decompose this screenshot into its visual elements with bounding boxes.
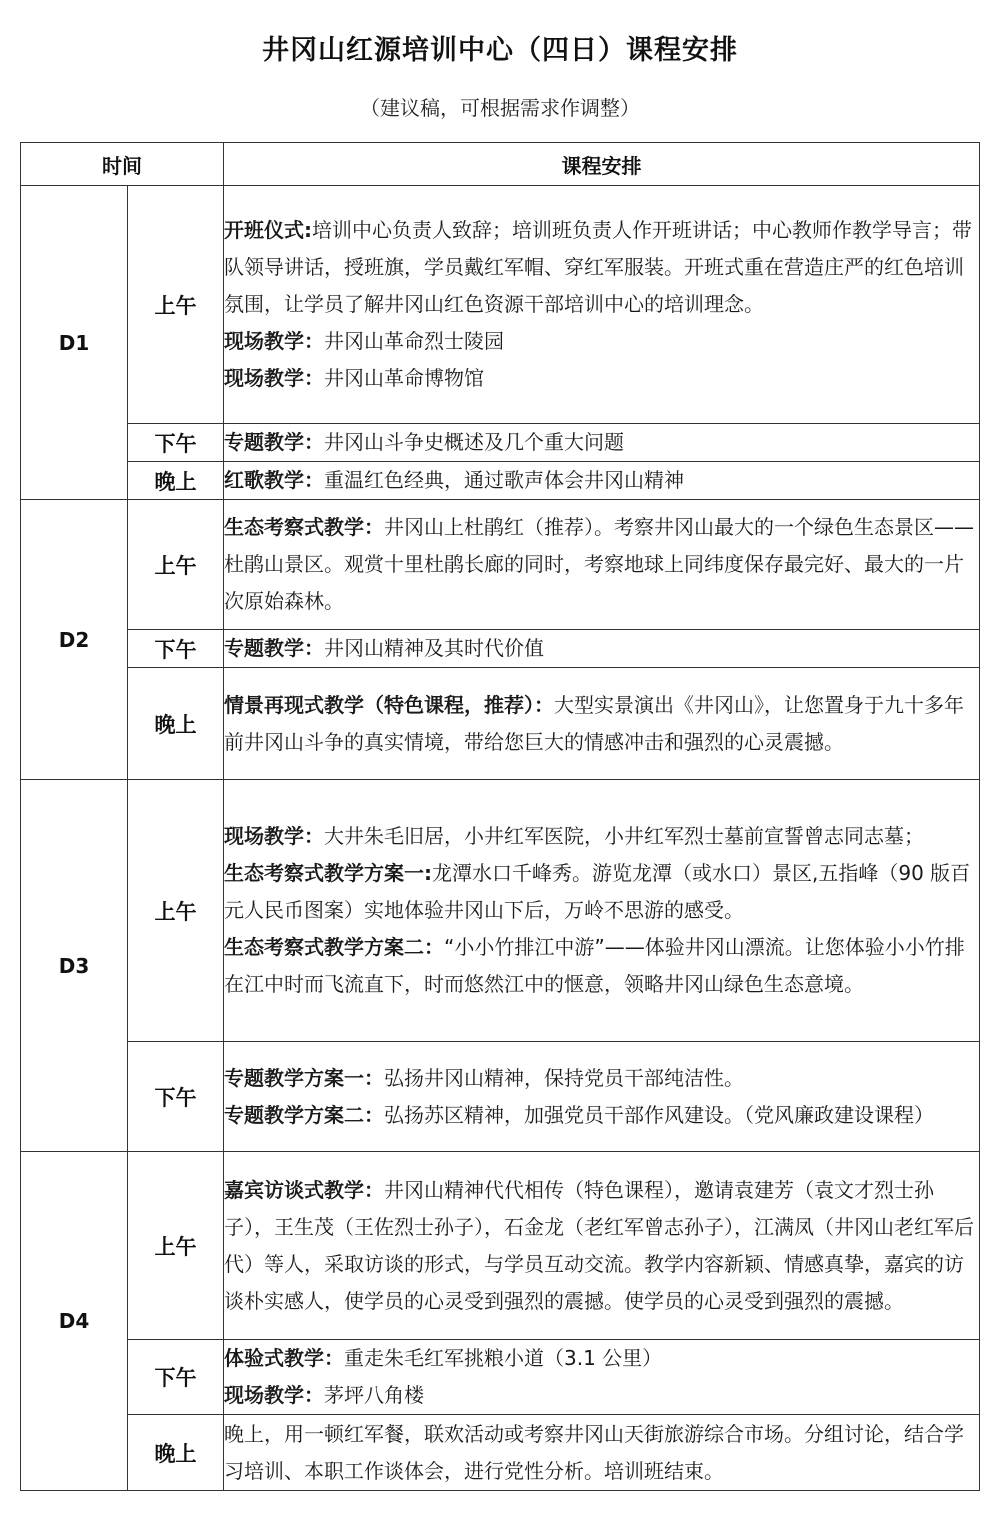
period-label: 下午 [128, 1340, 224, 1415]
item-text: “小小竹排江中游”——体验井冈山漂流。让您体验小小竹排在江中时而飞流直下，时而悠然江中的惬意，领略井冈山绿色生态意境。 [224, 935, 965, 996]
schedule-content [224, 1152, 980, 1340]
item-lead: 生态考察式教学方案二： [224, 935, 444, 959]
item-text: 井冈山革命博物馆 [324, 366, 484, 390]
schedule-item [224, 1416, 979, 1490]
table-row [21, 668, 980, 780]
item-text: 井冈山革命烈士陵园 [324, 329, 504, 353]
table-row [21, 1042, 980, 1152]
schedule-item [224, 1340, 979, 1377]
item-lead: 现场教学： [224, 1383, 324, 1407]
day-label: D1 [21, 186, 128, 500]
item-lead: 情景再现式教学（特色课程，推荐）： [224, 692, 554, 717]
period-label: 上午 [128, 780, 224, 1042]
item-lead: 现场教学： [224, 366, 324, 390]
schedule-content [224, 500, 980, 630]
schedule-item [224, 1097, 979, 1134]
table-row [21, 462, 980, 500]
item-lead: 生态考察式教学方案一: [224, 861, 432, 885]
period-label: 晚上 [128, 462, 224, 500]
day-label: D4 [21, 1152, 128, 1491]
table-row [21, 424, 980, 462]
item-text: 井冈山斗争史概述及几个重大问题 [324, 430, 624, 454]
schedule-content [224, 424, 980, 462]
item-lead: 体验式教学： [224, 1346, 344, 1370]
schedule-item [224, 1060, 979, 1097]
schedule-item [224, 424, 979, 461]
schedule-content [224, 462, 980, 500]
period-label: 下午 [128, 1042, 224, 1152]
table-header-row [21, 143, 980, 186]
table-row [21, 1152, 980, 1340]
schedule-item [224, 1172, 979, 1320]
table-row [21, 630, 980, 668]
schedule-content [224, 780, 980, 1042]
item-lead: 现场教学： [224, 329, 324, 353]
page-title: 井冈山红源培训中心（四日）课程安排 [262, 35, 738, 66]
schedule-table [20, 142, 980, 1491]
item-text: 培训中心负责人致辞；培训班负责人作开班讲话；中心教师作教学导言；带队领导讲话，授班旗，学员戴红军帽、穿红军服装。开班式重在营造庄严的红色培训氛围，让学员了解井冈山红色资源干部培训中心的培训理念。 [224, 218, 972, 316]
period-label: 晚上 [128, 1415, 224, 1491]
day-label: D3 [21, 780, 128, 1152]
day-label: D2 [21, 500, 128, 780]
item-text: 茅坪八角楼 [324, 1383, 424, 1407]
item-lead: 专题教学方案一： [224, 1065, 384, 1090]
item-text: 重温红色经典，通过歌声体会井冈山精神 [324, 468, 684, 492]
table-row [21, 780, 980, 1042]
item-text: 弘扬井冈山精神，保持党员干部纯洁性。 [384, 1065, 744, 1090]
schedule-content [224, 630, 980, 668]
schedule-item [224, 1377, 979, 1414]
period-label: 下午 [128, 630, 224, 668]
item-lead: 红歌教学： [224, 468, 324, 492]
item-text: 井冈山上杜鹃红（推荐）。考察井冈山最大的一个绿色生态景区——杜鹃山景区。观赏十里杜鹃长廊的同时，考察地球上同纬度保存最完好、最大的一片次原始森林。 [224, 515, 974, 613]
table-row [21, 1415, 980, 1491]
header-schedule: 课程安排 [224, 143, 980, 186]
item-text: 大型实景演出《井冈山》，让您置身于九十多年前井冈山斗争的真实情境，带给您巨大的情感冲击和强烈的心灵震撼。 [224, 692, 964, 754]
item-text: 弘扬苏区精神，加强党员干部作风建设。（党风廉政建设课程） [384, 1102, 934, 1127]
schedule-item [224, 462, 979, 499]
schedule-content [224, 1042, 980, 1152]
schedule-item [224, 212, 979, 323]
item-text: 重走朱毛红军挑粮小道（3.1 公里） [344, 1346, 663, 1370]
schedule-item [224, 630, 979, 667]
item-lead: 专题教学： [224, 430, 324, 454]
period-label: 晚上 [128, 668, 224, 780]
table-row [21, 1340, 980, 1415]
period-label: 上午 [128, 186, 224, 424]
table-row [21, 186, 980, 424]
item-text: 井冈山精神及其时代价值 [324, 636, 544, 660]
item-lead: 开班仪式: [224, 218, 312, 242]
schedule-item [224, 323, 979, 360]
schedule-item [224, 818, 979, 855]
period-label: 下午 [128, 424, 224, 462]
item-text: 井冈山精神代代相传（特色课程），邀请袁建芳（袁文才烈士孙子），王生茂（王佐烈士孙子），石金龙（老红军曾志孙子），江满凤（井冈山老红军后代）等人，采取访谈的形式，与学员互动交流。教学内容新颖、情感真挚，嘉宾的访谈朴实感人，使学员的心灵受到强烈的震撼。使学员的心灵受到强烈的震撼。 [224, 1177, 974, 1313]
page-subtitle: （建议稿，可根据需求作调整） [360, 96, 640, 120]
schedule-item [224, 509, 979, 620]
header-time: 时间 [21, 143, 224, 186]
item-text: 晚上，用一顿红军餐，联欢活动或考察井冈山天街旅游综合市场。分组讨论，结合学习培训、本职工作谈体会，进行党性分析。培训班结束。 [224, 1421, 964, 1483]
schedule-item [224, 855, 979, 929]
schedule-content [224, 1340, 980, 1415]
period-label: 上午 [128, 500, 224, 630]
item-lead: 专题教学： [224, 636, 324, 660]
schedule-content [224, 668, 980, 780]
table-row [21, 500, 980, 630]
item-lead: 嘉宾访谈式教学： [224, 1177, 384, 1202]
item-lead: 现场教学： [224, 824, 324, 848]
schedule-item [224, 929, 979, 1003]
schedule-item [224, 687, 979, 761]
period-label: 上午 [128, 1152, 224, 1340]
schedule-content [224, 1415, 980, 1491]
item-lead: 专题教学方案二： [224, 1102, 384, 1127]
schedule-content [224, 186, 980, 424]
item-text: 大井朱毛旧居，小井红军医院，小井红军烈士墓前宣誓曾志同志墓； [324, 824, 924, 848]
item-lead: 生态考察式教学： [224, 515, 384, 539]
schedule-item [224, 360, 979, 397]
item-text: 龙潭水口千峰秀。游览龙潭（或水口）景区,五指峰（90 版百元人民币图案）实地体验井冈山下后，万岭不思游的感受。 [224, 861, 971, 922]
